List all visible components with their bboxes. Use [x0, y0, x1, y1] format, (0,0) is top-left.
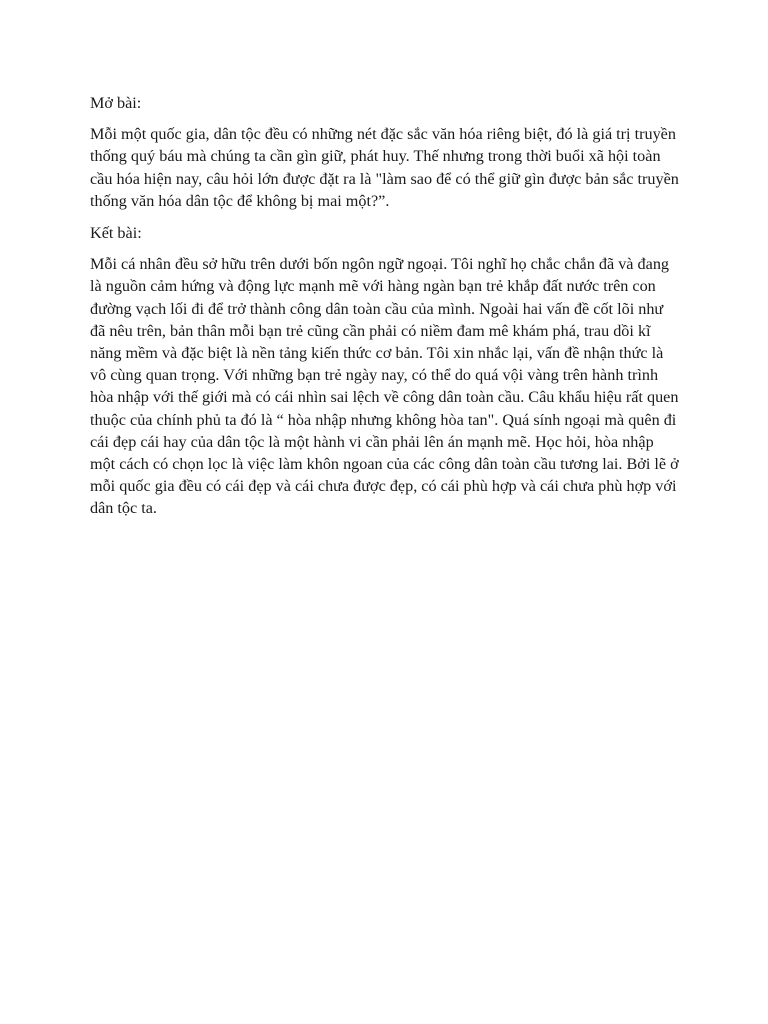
conclusion-paragraph: Mỗi cá nhân đều sở hữu trên dưới bốn ngôn ngữ ngoại. Tôi nghĩ họ chắc chắn đã và đang là nguồn cảm hứng và động lực mạnh mẽ với hàng ngàn bạn trẻ khắp đất nước trên con đường vạch lối đi để trở thành công dân toàn cầu của mình. Ngoài hai vấn đề cốt lõi như đã nêu trên, bản thân mỗi bạn trẻ cũng cần phải có niềm đam mê khám phá, trau dồi kĩ năng mềm và đặc biệt là nền tảng kiến thức cơ bản. Tôi xin nhắc lại, vấn đề nhận thức là vô cùng quan trọng. Với những bạn trẻ ngày nay, có thể do quá vội vàng trên hành trình hòa nhập với thế giới mà có cái nhìn sai lệch về công dân toàn cầu. Câu khẩu hiệu rất quen thuộc của chính phủ ta đó là “ hòa nhập nhưng không hòa tan". Quá sính ngoại mà quên đi cái đẹp cái hay của dân tộc là một hành vi cần phải lên án mạnh mẽ. Học hỏi, hòa nhập một cách có chọn lọc là việc làm khôn ngoan của các công dân toàn cầu tương lai. Bởi lẽ ở mỗi quốc gia đều có cái đẹp và cái chưa được đẹp, có cái phù hợp và cái chưa phù hợp với dân tộc ta.: [90, 255, 679, 518]
document-page: [90, 92, 682, 530]
intro-heading: Mở bài:: [90, 94, 142, 112]
intro-paragraph: Mỗi một quốc gia, dân tộc đều có những nét đặc sắc văn hóa riêng biệt, đó là giá trị truyền thống quý báu mà chúng ta cần gìn giữ, phát huy. Thế nhưng trong thời buổi xã hội toàn cầu hóa hiện nay, câu hỏi lớn được đặt ra là "làm sao để có thể giữ gìn được bản sắc truyền thống văn hóa dân tộc để không bị mai một?”.: [90, 125, 679, 210]
conclusion-heading: Kết bài:: [90, 224, 142, 243]
